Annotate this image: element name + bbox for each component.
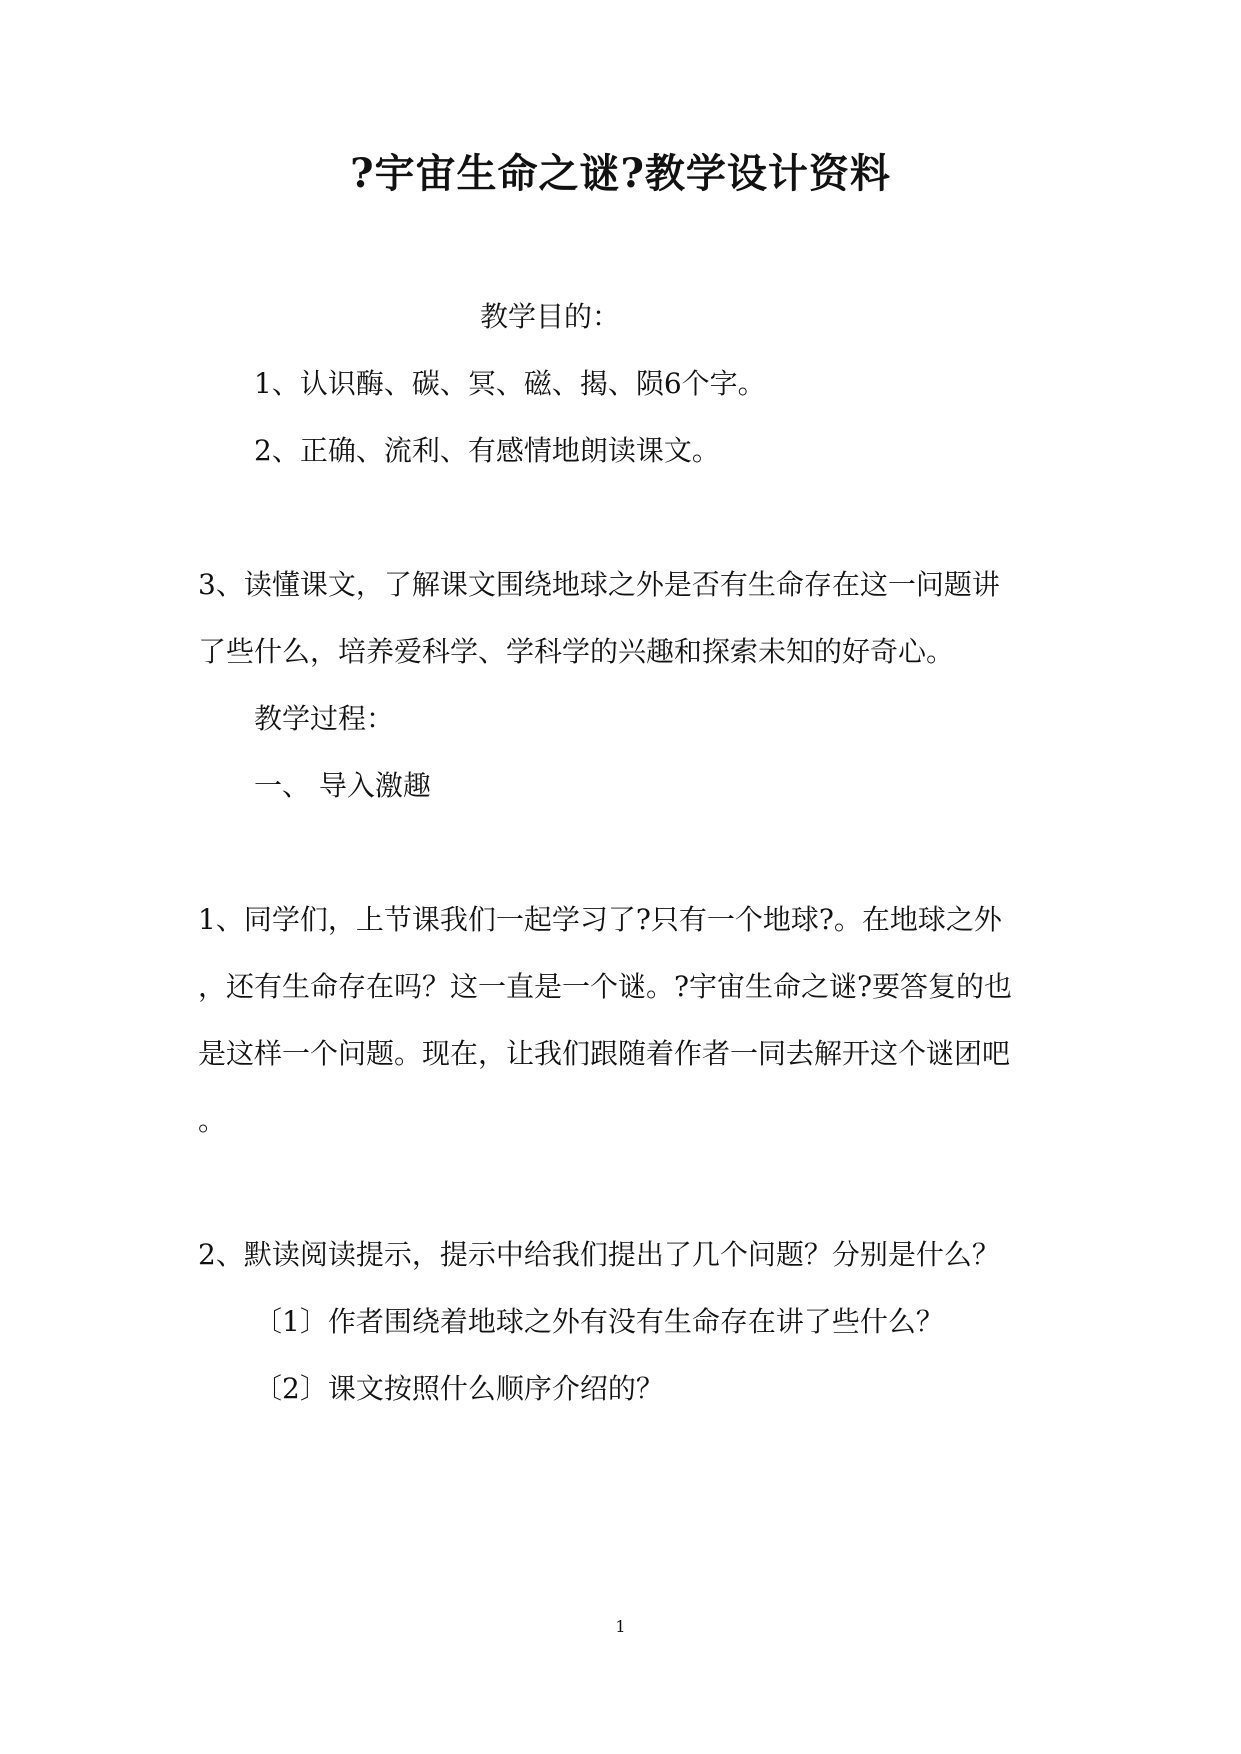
paragraph-line: ，还有生命存在吗？这一直是一个谜。?宇宙生命之谜?要答复的也 — [198, 970, 1013, 1003]
paragraph-line: 了些什么，培养爱科学、学科学的兴趣和探索未知的好奇心。 — [198, 635, 955, 668]
section-heading-objectives: 教学目的： — [480, 300, 621, 333]
list-item: 〔2〕课文按照什么顺序介绍的？ — [254, 1372, 664, 1405]
page-number: 1 — [615, 1617, 626, 1636]
document-title: ?宇宙生命之谜?教学设计资料 — [350, 150, 891, 197]
paragraph-line: 。 — [198, 1104, 227, 1137]
paragraph-line: 1、同学们，上节课我们一起学习了?只有一个地球?。在地球之外 — [198, 903, 1002, 936]
paragraph-line: 1、认识酶、碳、冥、磁、揭、陨6个字。 — [254, 367, 766, 400]
section-heading-process: 教学过程： — [254, 702, 395, 735]
section-heading-intro: 一、 导入激趣 — [254, 769, 431, 802]
paragraph-line: 2、默读阅读提示，提示中给我们提出了几个问题？分别是什么？ — [198, 1238, 1000, 1271]
paragraph-line: 2、正确、流利、有感情地朗读课文。 — [254, 434, 720, 467]
list-item: 〔1〕作者围绕着地球之外有没有生命存在讲了些什么？ — [254, 1305, 944, 1338]
paragraph-line: 是这样一个问题。现在，让我们跟随着作者一同去解开这个谜团吧 — [198, 1037, 1011, 1070]
paragraph-line: 3、读懂课文，了解课文围绕地球之外是否有生命存在这一问题讲 — [198, 568, 1000, 601]
